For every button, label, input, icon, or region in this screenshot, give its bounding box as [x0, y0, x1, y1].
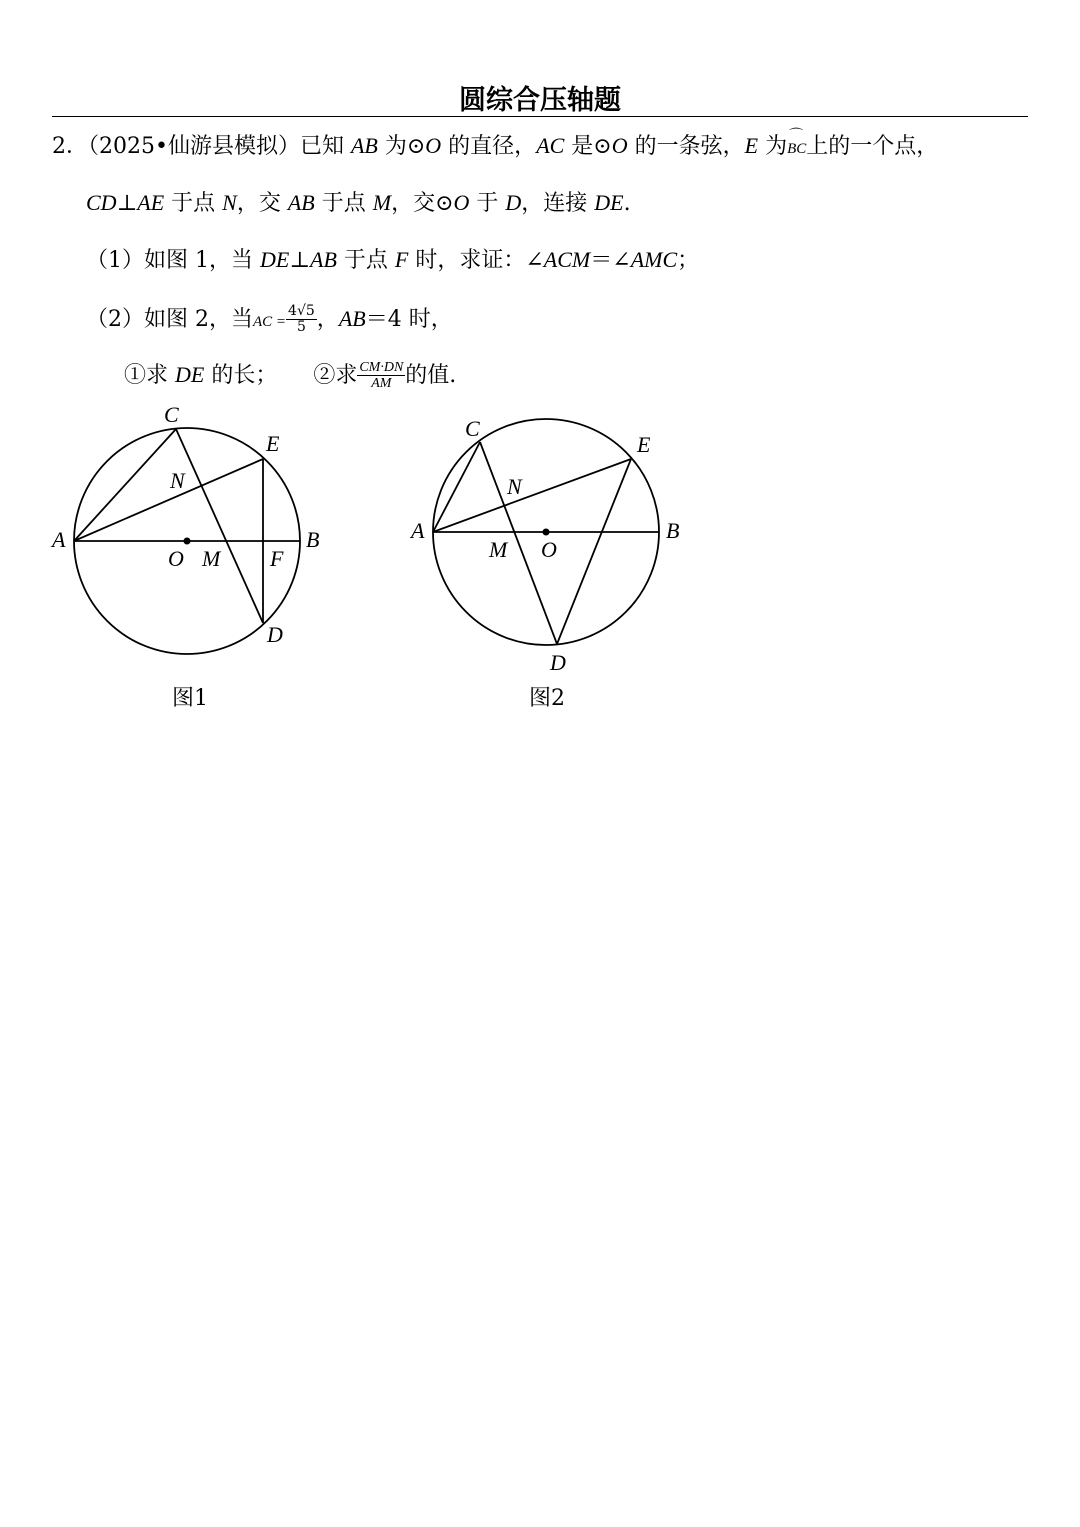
math-var: AB — [310, 247, 337, 272]
text: ； — [677, 248, 700, 273]
text: （2）如图 2，当 — [86, 306, 253, 332]
text: 的直径， — [441, 134, 537, 159]
label-a: A — [411, 518, 425, 543]
center-point — [543, 529, 550, 536]
math-var: AB — [338, 305, 366, 331]
text: ②求 — [313, 362, 358, 388]
text: 于 — [469, 191, 506, 216]
math-var: O — [611, 133, 628, 158]
text: 于点 — [336, 248, 395, 273]
math-var: M — [372, 190, 392, 215]
segment-ae — [433, 459, 631, 532]
fraction-numerator: 4√5 — [288, 303, 315, 319]
arc-bc: ⌒ BC — [787, 140, 806, 158]
math-var: AB — [287, 190, 315, 215]
segment-de — [557, 459, 631, 644]
math-var: F — [394, 247, 409, 272]
text: ，连接 — [521, 191, 595, 216]
perp-symbol: ⊥ — [289, 248, 311, 273]
text: 为 — [758, 134, 788, 159]
text: 的一条弦， — [627, 134, 745, 159]
text: 的值. — [405, 362, 457, 388]
text: ①求 — [124, 362, 175, 388]
figure-1 — [74, 428, 300, 654]
label-f: F — [270, 546, 284, 571]
math-var: E — [744, 133, 759, 158]
text: ，交⊙ — [391, 191, 454, 216]
fraction-numerator: CM·DN — [359, 360, 404, 375]
text: （1）如图 1，当 — [86, 248, 260, 273]
text: ，交 — [236, 191, 288, 216]
label-n: N — [507, 474, 522, 499]
label-d: D — [267, 622, 283, 647]
text: 是⊙ — [564, 134, 612, 159]
label-e: E — [266, 431, 280, 456]
label-o: O — [168, 546, 184, 571]
figure-2 — [433, 419, 659, 645]
math-var: D — [505, 190, 522, 215]
math-var: DE — [259, 247, 290, 272]
label-o: O — [541, 537, 557, 562]
label-n: N — [170, 468, 185, 493]
figure-2-labels — [409, 416, 679, 675]
problem-number: 2． — [52, 134, 88, 159]
label-a: A — [52, 527, 66, 552]
math-var: ACM — [543, 247, 591, 272]
fraction-denominator: AM — [371, 376, 392, 392]
label-d: D — [550, 650, 566, 675]
text: 于点 — [314, 191, 373, 216]
label-b: B — [306, 527, 320, 552]
math-var: CD — [86, 190, 117, 215]
text: 的长； — [204, 362, 278, 388]
text: . — [623, 191, 631, 216]
text: 上的一个点， — [806, 134, 939, 159]
math-var: DE — [594, 190, 624, 215]
segment-ae — [74, 459, 263, 541]
math-var: O — [425, 133, 442, 158]
text: 于点 — [164, 191, 223, 216]
text: 为⊙ — [377, 134, 426, 159]
text: ， — [316, 306, 339, 332]
fraction-denominator: 5 — [296, 319, 306, 336]
label-m: M — [489, 537, 508, 562]
math-var: AMC — [630, 247, 678, 272]
problem-source: （2025•仙游县模拟） — [88, 134, 300, 159]
text: 已知 — [299, 134, 351, 159]
label-m: M — [202, 546, 221, 571]
text: ＝4 时， — [365, 306, 453, 332]
segment-cd — [176, 429, 263, 623]
label-c: C — [465, 416, 480, 441]
math-var: AC — [536, 133, 565, 158]
label-e: E — [637, 432, 651, 457]
math-var: AB — [350, 133, 378, 158]
text: 时，求证：∠ — [408, 248, 544, 273]
math-expr: AC = — [253, 313, 287, 330]
page-title: 圆综合压轴题 — [459, 85, 621, 116]
figure-1-caption: 图1 — [172, 686, 208, 711]
figure-2-caption: 图2 — [529, 686, 565, 711]
perp-symbol: ⊥ — [116, 191, 138, 216]
math-var: AE — [137, 190, 165, 215]
label-c: C — [164, 402, 179, 427]
math-var: N — [222, 190, 237, 215]
label-b: B — [666, 518, 680, 543]
center-point — [184, 538, 191, 545]
math-var: O — [453, 190, 470, 215]
math-var: DE — [175, 361, 205, 387]
text: ＝∠ — [590, 248, 631, 273]
segment-ac — [433, 442, 480, 532]
figure-1-labels — [50, 402, 319, 647]
